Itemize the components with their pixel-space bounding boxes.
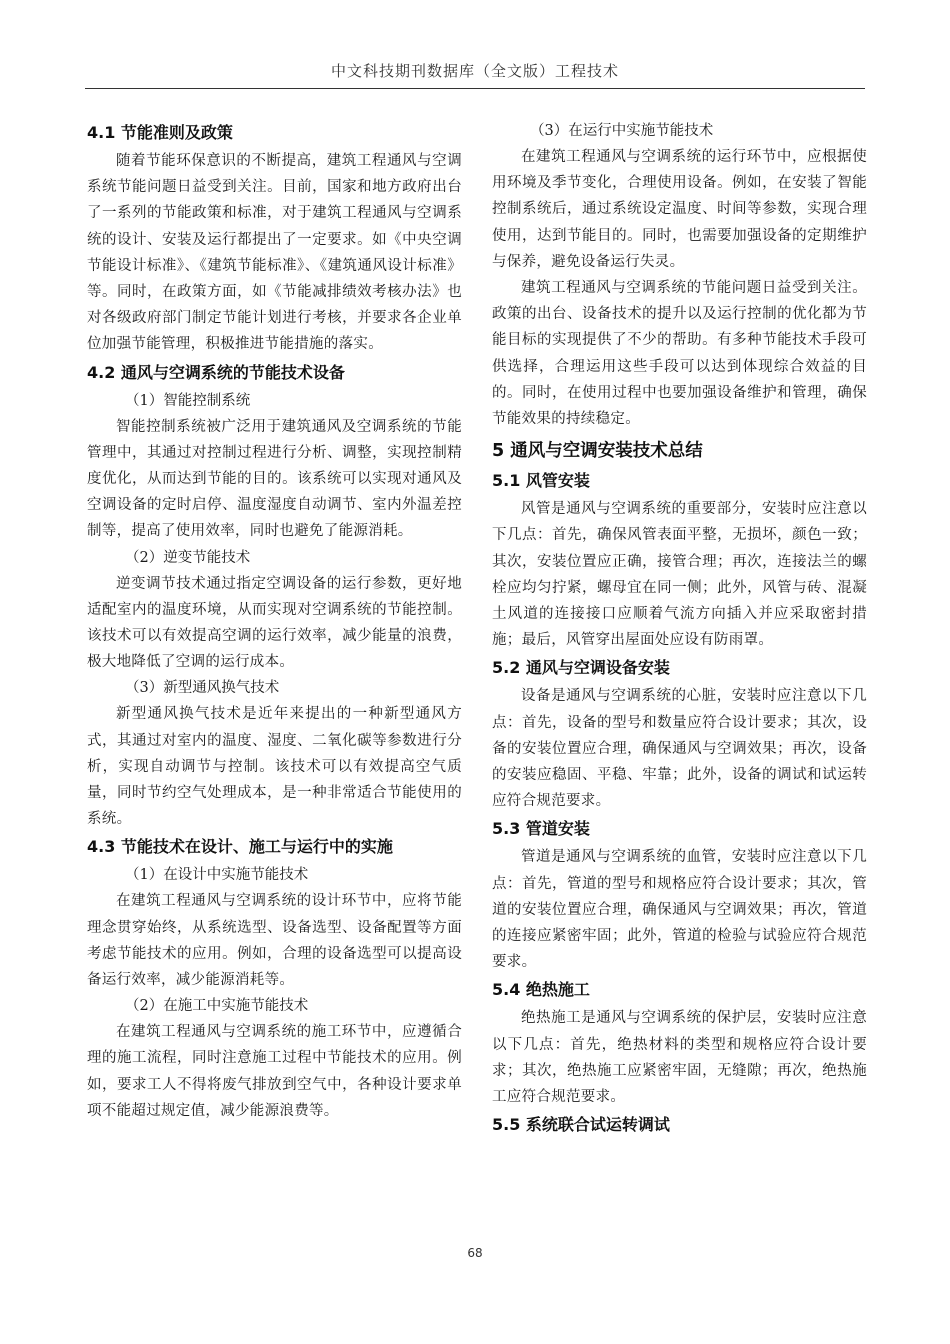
paragraph-equipment-install: 设备是通风与空调系统的心脏，安装时应注意以下几点：首先，设备的型号和数量应符合设计要求；其次，设备的安装位置应合理，确保通风与空调效果；再次，设备的安装应稳固、平稳、牢靠；此外，设备的调试和试运转应符合规范要求。 (492, 688, 867, 810)
section-4-1-heading: 4.1 节能准则及政策 (87, 123, 233, 142)
header-rule (85, 88, 865, 89)
paragraph-smart-control: 智能控制系统被广泛用于建筑通风及空调系统的节能管理中，其通过对控制过程进行分析、调整，实现控制精度优化，从而达到节能的目的。该系统可以实现对通风及空调设备的定时启停、温度湿度自动调节、室内外温差控制等，提高了使用效率，同时也避免了能源消耗。 (87, 418, 462, 540)
paragraph-duct-install: 风管是通风与空调系统的重要部分，安装时应注意以下几点：首先，确保风管表面平整，无损坏，颜色一致；其次，安装位置应正确，接管合理；再次，连接法兰的螺栓应均匀拧紧，螺母宜在同一侧；此外，风管与砖、混凝土风道的连接接口应顺着气流方向插入并应采取密封措施；最后，风管穿出屋面处应设有防雨罩。 (492, 501, 867, 649)
page-number: 68 (467, 1246, 483, 1260)
section-4-2-heading: 4.2 通风与空调系统的节能技术设备 (87, 362, 345, 382)
section-5-5-heading: 5.5 系统联合试运转调试 (492, 1115, 670, 1135)
paragraph-ventilation: 新型通风换气技术是近年来提出的一种新型通风方式，其通过对室内的温度、湿度、二氧化碳等参数进行分析，实现自动调节与控制。该技术可以有效提高空气质量，同时节约空气处理成本，是一种非常适合节能使用的系统。 (87, 706, 462, 828)
section-4-3-heading: 4.3 节能技术在设计、施工与运行中的实施 (87, 837, 393, 857)
paragraph-operation: 在建筑工程通风与空调系统的运行环节中，应根据使用环境及季节变化，合理使用设备。例如，在安装了智能控制系统后，通过系统设定温度、时间等参数，实现合理使用，达到节能目的。同时，也需要加强设备的定期维护与保养，避免设备运行失灵。 (492, 149, 867, 270)
subheading-design: （1）在设计中实施节能技术 (125, 867, 309, 884)
section-5-3-heading: 5.3 管道安装 (492, 819, 590, 839)
paragraph-inverter: 逆变调节技术通过指定空调设备的运行参数，更好地适配室内的温度环境，从而实现对空调系统的节能控制。该技术可以有效提高空调的运行效率，减少能量的浪费，极大地降低了空调的运行成本。 (87, 575, 462, 671)
subheading-inverter: （2）逆变节能技术 (125, 549, 251, 566)
section-5-2-heading: 5.2 通风与空调设备安装 (492, 658, 670, 678)
paragraph-summary: 建筑工程通风与空调系统的节能问题日益受到关注。政策的出台、设备技术的提升以及运行控制的优化都为节能目标的实现提供了不少的帮助。有多种节能技术手段可供选择，合理运用这些手段可以达到体现综合效益的目的。同时，在使用过程中也要加强设备维护和管理，确保节能效果的持续稳定。 (492, 280, 867, 428)
subheading-smart-control: （1）智能控制系统 (125, 392, 251, 409)
subheading-ventilation: （3）新型通风换气技术 (125, 680, 280, 697)
section-5-heading: 5 通风与空调安装技术总结 (492, 441, 703, 462)
paragraph-pipe-install: 管道是通风与空调系统的血管，安装时应注意以下几点：首先，管道的型号和规格应符合设计要求；其次，管道的安装位置应合理，确保通风与空调效果；再次，管道的连接应紧密牢固；此外，管道的检验与试验应符合规范要求。 (492, 849, 867, 971)
journal-header: 中文科技期刊数据库（全文版）工程技术 (330, 62, 619, 80)
section-4-1-paragraph: 随着节能环保意识的不断提高，建筑工程通风与空调系统节能问题日益受到关注。目前，国家和地方政府出台了一系列的节能政策和标准，对于建筑工程通风与空调系统的设计、安装及运行都提出了一定要求。如《中央空调节能设计标准》、《建筑节能标准》、《建筑通风设计标准》等。同时，在政策方面，如《节能减排绩效考核办法》也对各级政府部门制定节能计划进行考核，并要求各企业单位加强节能管理，积极推进节能措施的落实。 (87, 153, 462, 353)
section-5-1-heading: 5.1 风管安装 (492, 471, 590, 491)
section-5-4-heading: 5.4 绝热施工 (492, 980, 590, 1000)
right-column (492, 118, 867, 1140)
paragraph-construction: 在建筑工程通风与空调系统的施工环节中，应遵循合理的施工流程，同时注意施工过程中节能技术的应用。例如，要求工人不得将废气排放到空气中，各种设计要求单项不能超过规定值，减少能源浪费等。 (87, 1024, 462, 1119)
subheading-operation: （3）在运行中实施节能技术 (530, 123, 714, 139)
paragraph-insulation: 绝热施工是通风与空调系统的保护层，安装时应注意以下几点：首先，绝热材料的类型和规格应符合设计要求；其次，绝热施工应紧密牢固，无缝隙；再次，绝热施工应符合规范要求。 (492, 1010, 867, 1106)
left-column (87, 118, 462, 1124)
paragraph-design: 在建筑工程通风与空调系统的设计环节中，应将节能理念贯穿始终，从系统选型、设备选型、设备配置等方面考虑节能技术的应用。例如，合理的设备选型可以提高设备运行效率，减少能源消耗等。 (87, 893, 462, 989)
subheading-construction: （2）在施工中实施节能技术 (125, 998, 309, 1015)
